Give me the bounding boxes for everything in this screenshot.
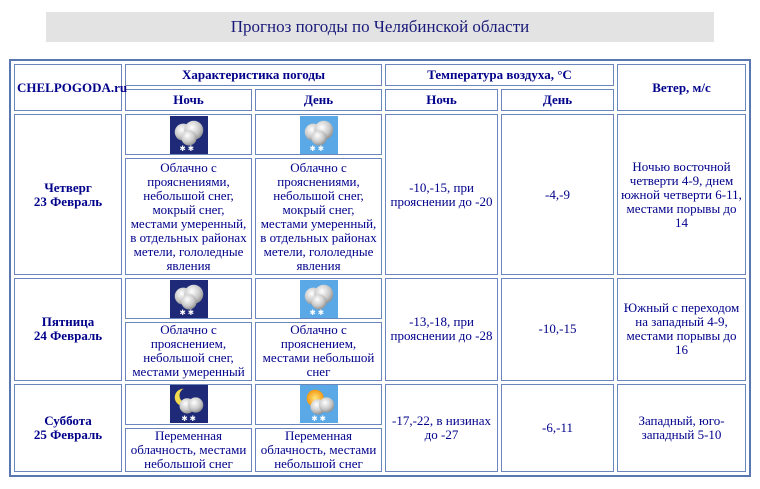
temp-night-header: Ночь [385, 89, 498, 111]
weekday: Пятница [41, 314, 95, 330]
cloudy-snow-day-icon [300, 116, 338, 154]
page-title-text: Прогноз погоды по Челябинской области [230, 17, 530, 36]
wind-header: Ветер, м/с [617, 64, 746, 111]
svg-text:✱ ✱: ✱ ✱ [179, 307, 194, 317]
wind-cell: Западный, юго-западный 5-10 [617, 384, 746, 472]
weekday: Четверг [44, 179, 92, 195]
day-icon-cell [255, 114, 382, 155]
date: 23 Февраль [33, 193, 103, 209]
svg-text:✱ ✱: ✱ ✱ [179, 143, 194, 153]
temp-night-cell: -13,-18, при прояснении до -28 [385, 278, 498, 381]
day-cell [14, 114, 122, 275]
svg-text:✱ ✱: ✱ ✱ [309, 143, 324, 153]
svg-text:✱ ✱: ✱ ✱ [180, 414, 196, 424]
cloudy-snow-day-icon [300, 280, 338, 318]
moon-cloud-snow-icon [170, 385, 208, 423]
night-icon-cell [125, 114, 252, 155]
wind-cell: Южный с переходом на западный 4-9, местами порывы до 16 [617, 278, 746, 381]
day-desc: Облачно с прояснениями, небольшой снег, мокрый снег, местами умеренный, в отдельных районах метели, гололедные явления [255, 158, 382, 275]
temp-day-cell: -6,-11 [501, 384, 614, 472]
day-cell [14, 278, 122, 381]
day-row [14, 384, 746, 425]
day-row [14, 278, 746, 319]
temp-day-header: День [501, 89, 614, 111]
night-icon-cell [125, 278, 252, 319]
weekday: Суббота [44, 412, 92, 428]
air-temp-header: Температура воздуха, °C [385, 64, 614, 86]
day-icon-cell [255, 278, 382, 319]
day-cell [14, 384, 122, 472]
night-desc: Переменная облачность, местами небольшой снег [125, 428, 252, 472]
svg-text:✱ ✱: ✱ ✱ [309, 307, 324, 317]
svg-text:✱ ✱: ✱ ✱ [310, 414, 326, 424]
day-desc: Облачно с прояснением, местами небольшой снег [255, 322, 382, 380]
weather-char-header: Характеристика погоды [125, 64, 382, 86]
page-title [46, 12, 714, 42]
day-row [14, 114, 746, 155]
date: 24 Февраль [33, 328, 103, 344]
cloudy-snow-night-icon [170, 280, 208, 318]
day-desc: Переменная облачность, местами небольшой снег [255, 428, 382, 472]
header-row [14, 64, 746, 86]
cloudy-snow-night-icon [170, 116, 208, 154]
day-icon-cell [255, 384, 382, 425]
date: 25 Февраль [33, 426, 103, 442]
temp-night-cell: -10,-15, при прояснении до -20 [385, 114, 498, 275]
sun-cloud-snow-icon [300, 385, 338, 423]
temp-day-cell: -10,-15 [501, 278, 614, 381]
wind-cell: Ночью восточной четверти 4-9, днем южной четверти 6-11, местами порывы до 14 [617, 114, 746, 275]
night-desc: Облачно с прояснением, небольшой снег, местами умеренный [125, 322, 252, 380]
temp-day-cell: -4,-9 [501, 114, 614, 275]
night-icon-cell [125, 384, 252, 425]
temp-night-cell: -17,-22, в низинах до -27 [385, 384, 498, 472]
weather-day-header: День [255, 89, 382, 111]
forecast-table [9, 59, 751, 477]
weather-night-header: Ночь [125, 89, 252, 111]
site-name: CHELPOGODA.ru [14, 64, 122, 111]
night-desc: Облачно с прояснениями, небольшой снег, мокрый снег, местами умеренный, в отдельных районах метели, гололедные явления [125, 158, 252, 275]
